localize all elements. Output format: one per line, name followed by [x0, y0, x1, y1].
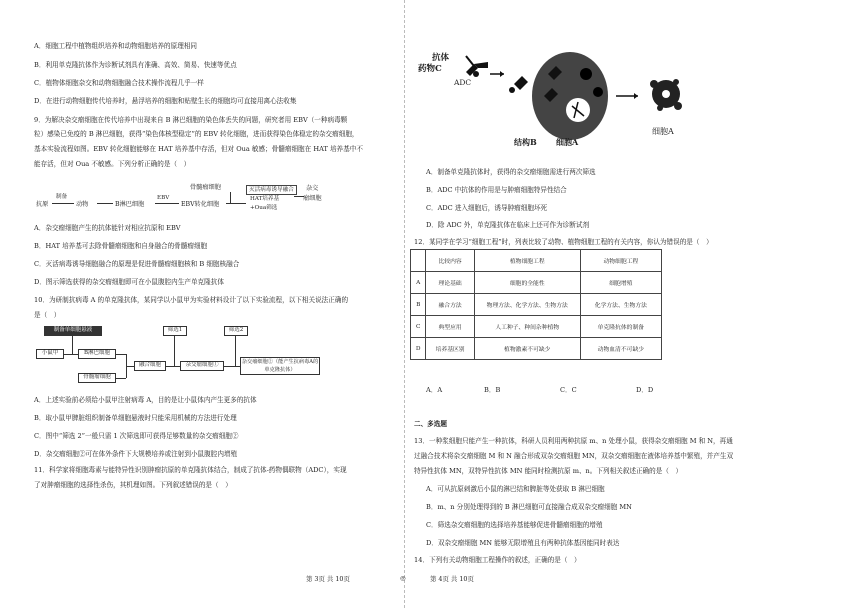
flow-arrow — [52, 203, 74, 204]
flow-screen2: 筛选2 — [224, 326, 248, 336]
q9-option-c: C．灭活病毒诱导细胞融合的原理是促进骨髓瘤细胞核和 B 细胞核融合 — [34, 260, 240, 268]
table-cell: 典型应用 — [426, 316, 474, 338]
flow-bcell: B淋巴细胞 — [115, 201, 145, 208]
flow-arrow — [97, 203, 113, 204]
q11-option-b: B．ADC 中抗体的作用是与肿瘤细胞特异性结合 — [426, 186, 567, 194]
q12-stem: 12．某同学在学习“细胞工程”时，列表比较了动物、植物细胞工程的有关内容，你认为错误的是（ ） — [414, 238, 713, 246]
table-cell: 人工种子、种间杂种植物 — [474, 316, 580, 338]
q12-option-a: A．A — [426, 386, 443, 394]
antibody-icon — [466, 56, 488, 77]
right-page — [408, 0, 860, 608]
q11-option-c: C．ADC 进入细胞后，诱导肿瘤细胞坏死 — [426, 204, 548, 212]
q8-option-b: B．利用单克隆抗体作为诊断试剂具有准确、高效、简易、快速等优点 — [34, 61, 237, 69]
dead-cell-icon — [650, 79, 682, 111]
q10-option-a: A．上述实验前必须给小鼠甲注射病毒 A，目的是让小鼠体内产生更多的抗体 — [34, 396, 257, 404]
flow-connector — [116, 378, 126, 379]
q11-option-d: D．除 ADC 外，单克隆抗体在临床上还可作为诊断试剂 — [426, 221, 590, 229]
table-row — [411, 272, 662, 294]
table-cell: 培养基区别 — [426, 338, 474, 360]
flow-myeloma: 骨髓瘤细胞 — [78, 373, 116, 383]
flow-fuse: 融合细胞 — [134, 361, 166, 371]
flow-hybrid2: 瘤细胞 — [303, 195, 322, 202]
flow-connector — [72, 336, 73, 354]
q10-stem-line: 是（ ） — [34, 311, 61, 319]
flow-connector — [230, 192, 231, 203]
label-structure-b: 结构B — [514, 137, 537, 147]
flow-connector — [116, 354, 126, 355]
table-header-row — [411, 250, 662, 272]
flow-oua: +Oua筛选 — [250, 205, 278, 211]
flow-arrow — [224, 366, 240, 367]
flow-hybrid1: 杂交瘤细胞① — [180, 361, 224, 371]
flow-arrow — [126, 366, 134, 367]
flow-connector — [174, 336, 175, 366]
table-row — [411, 294, 662, 316]
label-drug: 药物C — [418, 64, 442, 74]
q10-option-c: C．图中“筛选 2”一般只需 1 次筛选即可获得足够数量的杂交瘤细胞② — [34, 432, 239, 440]
comparison-table — [410, 249, 662, 360]
antibody-icon — [509, 76, 528, 93]
flow-hybrid2: 杂交瘤细胞②（能产生抗病毒A的单克隆抗体） — [241, 359, 319, 373]
flow-hat: HAT培养基 — [250, 196, 280, 202]
q9-stem-line: 粒）感染已免疫的 B 淋巴细胞，获得“染色体核型稳定”的 EBV 转化细胞，进而获得染色体稳定的杂交瘤细胞， — [34, 130, 359, 138]
table-cell: 化学方法、生物方法 — [580, 294, 661, 316]
table-header-cell — [411, 250, 426, 272]
table-cell: 融合方法 — [426, 294, 474, 316]
flow-bcell: B淋巴细胞 — [78, 349, 116, 359]
q11-option-a: A．制备单克隆抗体时，获得的杂交瘤细胞需进行两次筛选 — [426, 168, 596, 176]
flow-hybrid: 杂交 — [306, 185, 319, 192]
table-row — [411, 338, 662, 360]
table-header-cell: 植物细胞工程 — [474, 250, 580, 272]
table-header-cell: 动物细胞工程 — [580, 250, 661, 272]
left-page — [0, 0, 402, 608]
table-cell: 理论基础 — [426, 272, 474, 294]
flow-mouse: 小鼠甲 — [36, 349, 64, 359]
page-number-left: 第 3页 共 10页 — [306, 575, 350, 583]
page-number-right: 第 4页 共 10页 — [430, 575, 474, 583]
q13-stem-line: 特异性抗体 MN，双特异性抗体 MN 能同时检测抗原 m、n。下列相关叙述正确的是（ ） — [414, 467, 683, 475]
flow-immunize-label: 制备 — [56, 194, 68, 200]
flow-arrow — [64, 354, 78, 355]
q9-stem-line: 能存活，但对 Oua 不敏感。下列分析正确的是（ ） — [34, 160, 191, 168]
q13-stem-line: 13．一种浆细胞只能产生一种抗体，科研人员利用两种抗原 m、n 处理小鼠，获得杂交瘤细胞 M 和 N，再通 — [414, 437, 733, 445]
q13-option-b: B．m、n 分别处理得到的 B 淋巴细胞可直接融合成双杂交瘤细胞 MN — [426, 503, 632, 511]
q9-stem-line: 基本实验流程如图。EBV 转化细胞能够在 HAT 培养基中存活，但对 Oua 敏感；骨髓瘤细胞在 HAT 培养基中不 — [34, 145, 363, 153]
q8-option-c: C．植物体细胞杂交和动物细胞融合技术操作流程几乎一样 — [34, 79, 204, 87]
label-cell-a: 细胞A — [556, 137, 579, 147]
table-cell: 细胞的全能性 — [474, 272, 580, 294]
table-cell: 植物激素不可缺少 — [474, 338, 580, 360]
q9-option-b: B．HAT 培养基可去除骨髓瘤细胞和自身融合的骨髓瘤细胞 — [34, 242, 208, 250]
q13-option-d: D．双杂交瘤细胞 MN 能够无限增殖且有两种抗体基因能同时表达 — [426, 539, 620, 547]
flow-myeloma: 骨髓瘤细胞 — [190, 184, 221, 191]
flow-animal: 动物 — [76, 201, 89, 208]
table-header-cell: 比较内容 — [426, 250, 474, 272]
q12-option-d: D．D — [636, 386, 654, 394]
label-antibody: 抗体 — [432, 53, 450, 63]
q13-option-c: C．筛选杂交瘤细胞的选择培养基能够促进骨髓瘤细胞的增殖 — [426, 521, 603, 529]
q13-stem-line: 过融合技术将杂交瘤细胞 M 和 N 融合形成双杂交瘤细胞 MN，双杂交瘤细胞在液体培养基中繁殖，并产生双 — [414, 452, 734, 460]
table-cell: 细胞增殖 — [580, 272, 661, 294]
q10-option-b: B．取小鼠甲脾脏组织制备单细胞悬液时只能采用机械的方法进行处理 — [34, 414, 237, 422]
q12-option-b: B．B — [484, 386, 501, 394]
section-title: 二、多选题 — [414, 420, 447, 428]
q11-stem-line: 了对肿瘤细胞的选择性杀伤，其机理如图。下列叙述错误的是（ ） — [34, 481, 232, 489]
q11-stem-line: 11．科学家将细胞毒素与能特异性识别肿瘤抗原的单克隆抗体结合，制成了抗体-药物偶联物（ADC），实现 — [34, 466, 347, 474]
label-adc: ADC — [454, 78, 472, 87]
q14-stem: 14．下列有关动物细胞工程操作的叙述，正确的是（ ） — [414, 556, 581, 564]
table-row — [411, 316, 662, 338]
table-cell: 动物血清不可缺少 — [580, 338, 661, 360]
flow-single-cell: 制备单细胞悬液 — [44, 326, 102, 336]
table-cell: B — [411, 294, 426, 316]
flow-ebv-cell: EBV转化细胞 — [181, 201, 220, 208]
q8-option-d: D．在进行动物细胞传代培养时，悬浮培养的细胞和贴壁生长的细胞均可直接用离心法收集 — [34, 97, 297, 105]
flow-inactivated: 灭活病毒诱导融合 — [246, 185, 297, 195]
flow-antigen: 抗原 — [36, 201, 49, 208]
q8-option-a: A．细胞工程中植物组织培养和动物细胞培养的原理相同 — [34, 42, 198, 50]
q9-option-a: A．杂交瘤细胞产生的抗体能针对相应抗原和 EBV — [34, 224, 181, 232]
nucleus-icon — [566, 98, 590, 122]
q9-option-d: D．图示筛选获得的杂交瘤细胞即可在小鼠腹腔内生产单克隆抗体 — [34, 278, 224, 286]
table-cell: A — [411, 272, 426, 294]
q13-option-a: A．可从抗原刺激后小鼠的淋巴结和脾脏等处获取 B 淋巴细胞 — [426, 485, 605, 493]
flow-connector — [235, 336, 236, 366]
vesicle-icon — [580, 68, 592, 80]
flow-screen1: 筛选1 — [163, 326, 187, 336]
page-divider — [404, 0, 405, 608]
table-cell: C — [411, 316, 426, 338]
table-cell: 单克隆抗体的制备 — [580, 316, 661, 338]
q12-option-c: C．C — [560, 386, 577, 394]
flow-ebv-label: EBV — [157, 195, 170, 201]
q10-stem-line: 10．为研制抗病毒 A 的单克隆抗体，某同学以小鼠甲为实验材料设计了以下实验流程，以下相关说法正确的 — [34, 296, 349, 304]
flow-arrow — [166, 366, 180, 367]
table-cell: D — [411, 338, 426, 360]
table-cell: 物理方法、化学方法、生物方法 — [474, 294, 580, 316]
q9-stem-line: 9．为解决杂交瘤细胞在传代培养中出现来自 B 淋巴细胞的染色体丢失的问题，研究者用 EBV（一种病毒颗 — [34, 116, 348, 124]
flow-arrow — [226, 203, 246, 204]
label-cell-a-2: 细胞A — [652, 127, 674, 136]
q10-option-d: D．杂交瘤细胞②可在体外条件下大规模培养或注射到小鼠腹腔内增殖 — [34, 450, 238, 458]
footer-separator: ◎ — [400, 574, 406, 582]
flow-arrow — [155, 203, 179, 204]
